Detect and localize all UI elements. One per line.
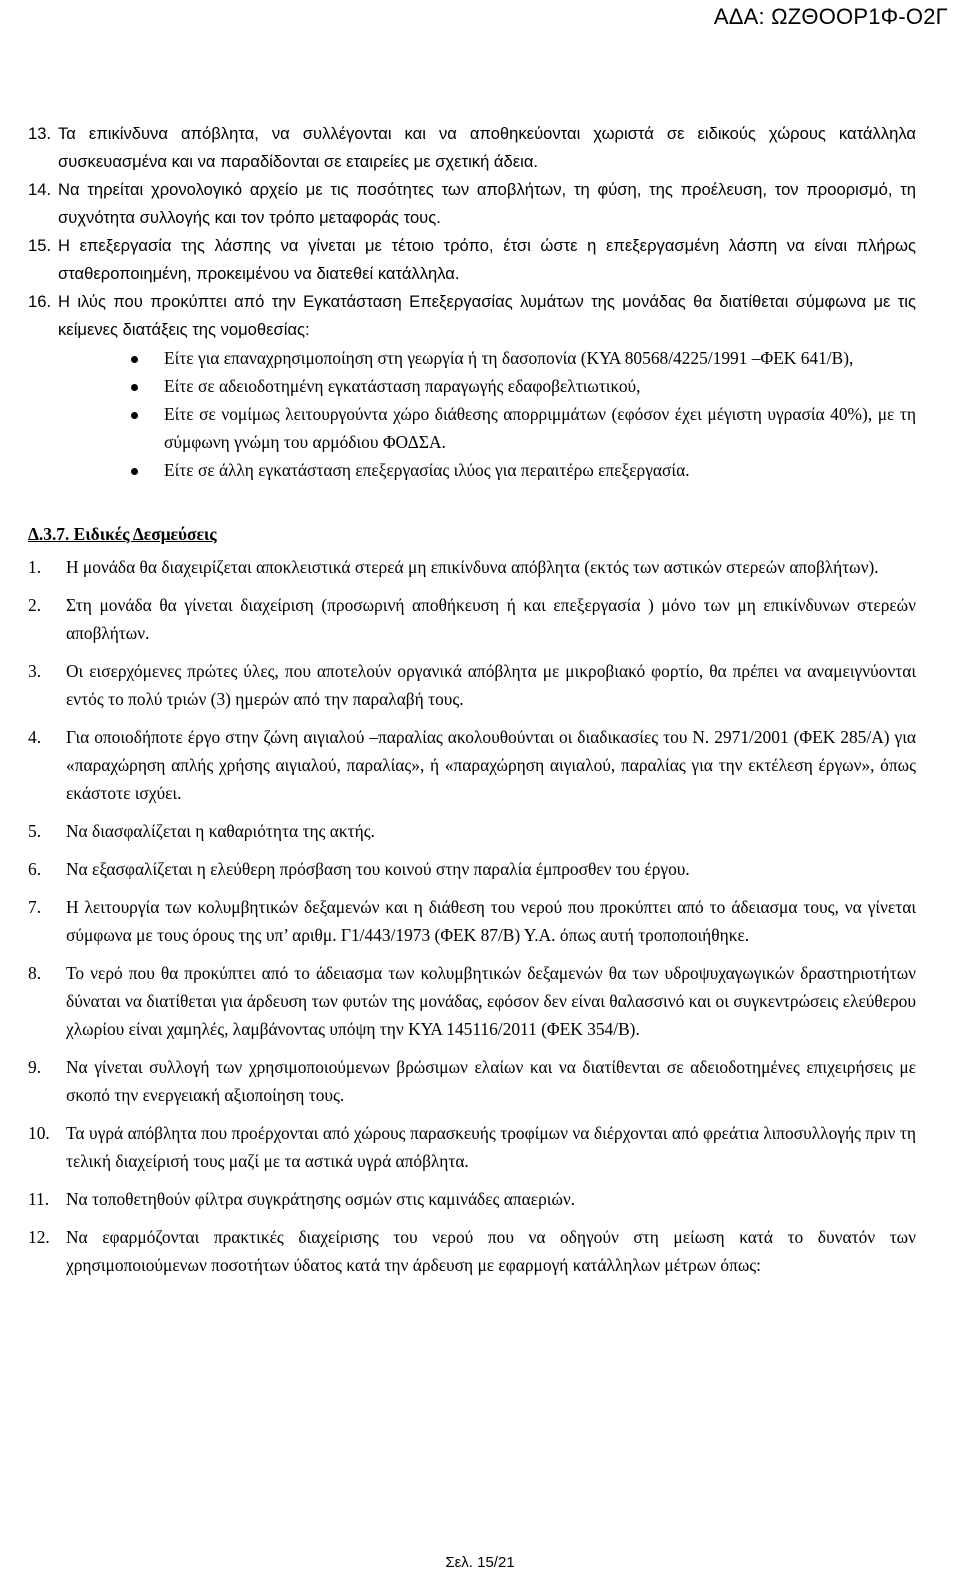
item-text: Τα επικίνδυνα απόβλητα, να συλλέγονται και να αποθηκεύονται χωριστά σε ειδικούς χώρους κατάλληλα συσκευασμένα και να παραδίδονται σε εταιρείες με σχετική άδεια.	[58, 124, 916, 171]
item-text: Να διασφαλίζεται η καθαριότητα της ακτής.	[66, 821, 375, 841]
item-number: 12.	[28, 1227, 50, 1247]
item-number: 10.	[28, 1123, 50, 1143]
item-text: Να τοποθετηθούν φίλτρα συγκράτησης οσμών στις καμινάδες απαεριών.	[66, 1189, 576, 1209]
list-item	[28, 591, 916, 647]
bullet-item: Είτε για επαναχρησιμοποίηση στη γεωργία ή τη δασοπονία (ΚΥΑ 80568/4225/1991 –ΦΕΚ 641/Β),	[28, 344, 916, 372]
item-text: Για οποιοδήποτε έργο στην ζώνη αιγιαλού –παραλίας ακολουθούνται οι διαδικασίες του Ν. 2971/2001 (ΦΕΚ 285/Α) για «παραχώρηση απλής χρήσης αιγιαλού, παραλίας», ή «παραχώρηση αιγιαλού, παραλίας για την εκτέλεση έργων», όπως εκάστοτε ισχύει.	[66, 727, 916, 803]
item-number: 4.	[28, 727, 42, 747]
item-text: Η λειτουργία των κολυμβητικών δεξαμενών και η διάθεση του νερού που προκύπτει από το άδειασμα τους, να γίνεται σύμφωνα με τους όρους της υπ’ αριθμ. Γ1/443/1973 (ΦΕΚ 87/Β) Υ.Α. όπως αυτή τροποποιήθηκε.	[66, 897, 916, 945]
item-number: 9.	[28, 1057, 42, 1077]
item-text: Στη μονάδα θα γίνεται διαχείριση (προσωρινή αποθήκευση ή και επεξεργασία ) μόνο των μη επικίνδυνων στερεών αποβλήτων.	[66, 595, 916, 643]
item-number: 13.	[28, 124, 52, 143]
list-item	[28, 176, 916, 232]
item-text: Οι εισερχόμενες πρώτες ύλες, που αποτελούν οργανικά απόβλητα με μικροβιακό φορτίο, θα πρέπει να αναμειγνύονται εντός το πολύ τριών (3) ημερών από την παραλαβή τους.	[66, 661, 916, 709]
ada-code: ΑΔΑ: ΩΖΘΟΟΡ1Φ-Ο2Γ	[713, 4, 948, 29]
item-text: Να εξασφαλίζεται η ελεύθερη πρόσβαση του κοινού στην παραλία έμπροσθεν του έργου.	[66, 859, 690, 879]
list-item	[28, 723, 916, 807]
item-text: Η μονάδα θα διαχειρίζεται αποκλειστικά στερεά μη επικίνδυνα απόβλητα (εκτός των αστικών στερεών αποβλήτων).	[66, 557, 879, 577]
item-text: Η ιλύς που προκύπτει από την Εγκατάσταση Επεξεργασίας λυμάτων της μονάδας θα διατίθεται σύμφωνα με τις κείμενες διατάξεις της νομοθεσίας:	[58, 292, 916, 339]
bullet-item: Είτε σε άλλη εγκατάσταση επεξεργασίας ιλύος για περαιτέρω επεξεργασία.	[28, 456, 916, 484]
item-text: Τα υγρά απόβλητα που προέρχονται από χώρους παρασκευής τροφίμων να διέρχονται από φρεάτια λιποσυλλογής πριν τη τελική διαχείρισή τους μαζί με τα αστικά υγρά απόβλητα.	[66, 1123, 916, 1171]
item-number: 3.	[28, 661, 42, 681]
item-text: Η επεξεργασία της λάσπης να γίνεται με τέτοιο τρόπο, έτσι ώστε η επεξεργασμένη λάσπη να είναι πλήρως σταθεροποιημένη, προκειμένου να διατεθεί κατάλληλα.	[58, 236, 916, 283]
list-item	[28, 657, 916, 713]
item-text: Να εφαρμόζονται πρακτικές διαχείρισης του νερού που να οδηγούν στη μείωση κατά το δυνατόν των χρησιμοποιούμενων ποσοτήτων ύδατος κατά την άρδευση με εφαρμογή κατάλληλων μέτρων όπως:	[66, 1227, 916, 1275]
item-number: 2.	[28, 595, 42, 615]
section-heading: Δ.3.7. Ειδικές Δεσμεύσεις	[28, 524, 217, 544]
list-item	[28, 1185, 916, 1213]
item-number: 1.	[28, 557, 42, 577]
bullet-item: Είτε σε νομίμως λειτουργούντα χώρο διάθεσης απορριμμάτων (εφόσον έχει μέγιστη υγρασία 40%), με τη σύμφωνη γνώμη του αρμόδιου ΦΟΔΣΑ.	[28, 400, 916, 456]
item-number: 14.	[28, 180, 52, 199]
item-number: 7.	[28, 897, 42, 917]
item-number: 16.	[28, 292, 52, 311]
list-item	[28, 232, 916, 288]
item-number: 11.	[28, 1189, 50, 1209]
list-item	[28, 817, 916, 845]
list-item	[28, 553, 916, 581]
list-item	[28, 288, 916, 344]
item-number: 8.	[28, 963, 42, 983]
page-number: Σελ. 15/21	[445, 1554, 515, 1571]
item-text: Το νερό που θα προκύπτει από το άδειασμα των κολυμβητικών δεξαμενών θα των υδροψυχαγωγικών δραστηριοτήτων δύναται να διατίθεται για άρδευση των φυτών της μονάδας, εφόσον δεν είναι θαλασσινό και οι συγκεντρώσεις ελεύθερου χλωρίου είναι χαμηλές, λαμβάνοντας υπόψη την ΚΥΑ 145116/2011 (ΦΕΚ 354/Β).	[66, 963, 916, 1039]
item-number: 5.	[28, 821, 42, 841]
list-item	[28, 1223, 916, 1279]
bullet-item: Είτε σε αδειοδοτημένη εγκατάσταση παραγωγής εδαφοβελτιωτικού,	[28, 372, 916, 400]
list-item	[28, 1119, 916, 1175]
list-item	[28, 855, 916, 883]
item-text: Να τηρείται χρονολογικό αρχείο με τις ποσότητες των αποβλήτων, τη φύση, της προέλευση, τον προορισμό, τη συχνότητα συλλογής και τον τρόπο μεταφοράς τους.	[58, 180, 916, 227]
bullet-list	[28, 344, 916, 484]
item-number: 6.	[28, 859, 42, 879]
list-item	[28, 959, 916, 1043]
item-text: Να γίνεται συλλογή των χρησιμοποιούμενων βρώσιμων ελαίων και να διατίθενται σε αδειοδοτημένες επιχειρήσεις με σκοπό την ενεργειακή αξιοποίηση τους.	[66, 1057, 916, 1105]
document-body	[28, 120, 916, 1289]
list-item	[28, 893, 916, 949]
list-item	[28, 120, 916, 176]
item-number: 15.	[28, 236, 52, 255]
list-item	[28, 1053, 916, 1109]
